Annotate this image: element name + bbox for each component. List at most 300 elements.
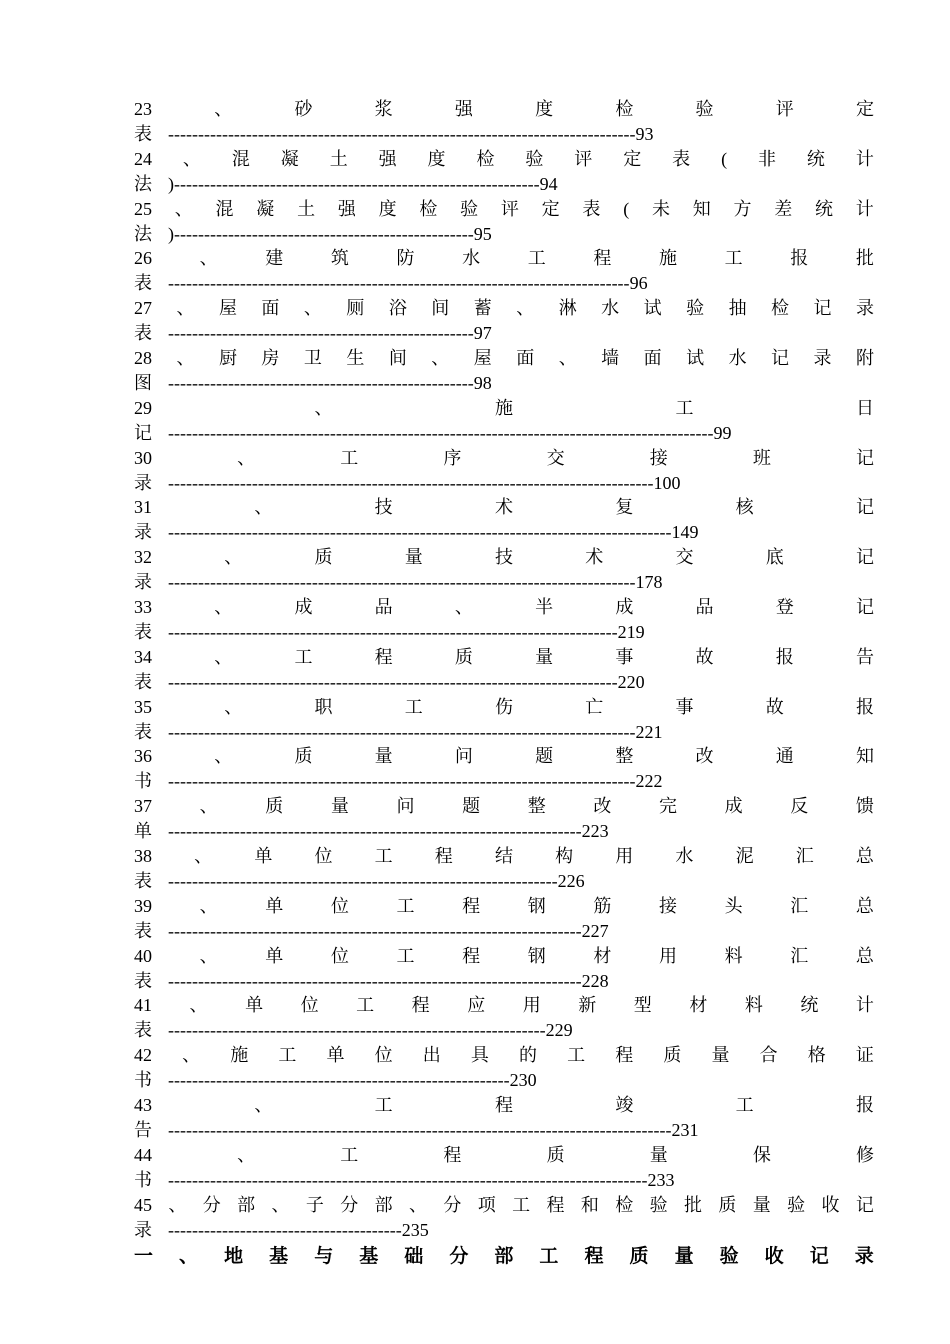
toc-entry: [134, 1143, 874, 1193]
toc-entry-char: 品: [695, 596, 714, 617]
toc-entry-char: 的: [519, 1045, 537, 1066]
toc-entry-char: 项: [477, 1194, 496, 1215]
toc-entry-char: 度: [535, 99, 554, 119]
toc-entry-char: 、: [516, 298, 535, 319]
toc-entry-char: 报: [775, 646, 794, 667]
toc-page-number: 235: [401, 1219, 429, 1240]
toc-entry-char: 厨: [218, 347, 237, 368]
toc-entry-last-char: 表: [134, 870, 152, 891]
toc-entry-char: 、: [237, 447, 256, 468]
toc-entry-char: 强: [337, 198, 356, 219]
toc-entry-char: 、: [214, 746, 233, 767]
heading-char: 记: [809, 1246, 829, 1268]
toc-entry-char: 统: [806, 148, 825, 169]
toc-entry-title-line: [134, 944, 874, 969]
toc-entry-number: 35: [134, 696, 152, 717]
toc-entry-char: 表: [582, 198, 601, 219]
toc-entry-title-line: [134, 1193, 874, 1218]
heading-char: 分: [449, 1246, 469, 1268]
toc-entry-leader-line: [134, 670, 874, 695]
toc-entry-char: 材: [593, 945, 612, 966]
toc-entry-char: 接: [649, 447, 668, 468]
toc-page-number: 223: [581, 821, 609, 842]
toc-entry: [134, 744, 874, 794]
toc-page-number: 227: [581, 920, 609, 941]
toc-entry-leader-line: [134, 620, 874, 645]
toc-entry-char: 屋: [473, 347, 492, 368]
toc-entry-char: 、: [199, 796, 218, 817]
toc-entry-char: 核: [735, 497, 754, 518]
toc-entry: [134, 645, 874, 695]
toc-entry-char: 质: [454, 646, 473, 667]
toc-entry-last-char: 表: [134, 273, 152, 294]
toc-page-number: 93: [635, 124, 654, 144]
toc-entry-char: 检: [615, 99, 634, 119]
toc-dot-leader: )-------------------------------------------------------------: [168, 173, 540, 194]
toc-entry-char: 收: [821, 1194, 840, 1215]
toc-entry-title-line: [134, 545, 874, 570]
toc-entry-char: 防: [396, 248, 415, 269]
toc-entry-number: 24: [134, 148, 152, 169]
toc-entry-char: 量: [711, 1045, 730, 1066]
toc-entry-char: 水: [601, 298, 620, 319]
toc-entry-title-line: [134, 993, 874, 1018]
toc-entry-leader-line: [134, 869, 874, 894]
toc-entry-leader-line: [134, 969, 874, 994]
toc-entry-char: 间: [431, 298, 450, 319]
toc-entry: [134, 794, 874, 844]
toc-dot-leader: ---------------------------------------------------------------------------: [168, 671, 618, 692]
toc-entry-char: 、: [431, 347, 450, 368]
toc-dot-leader: ---------------------------------------------------------------------: [168, 970, 582, 991]
toc-page-number: 219: [617, 621, 645, 642]
toc-entry-char: 评: [500, 198, 519, 219]
toc-dot-leader: ------------------------------------------------------------------------------: [168, 572, 636, 593]
toc-entry-last-char: 告: [134, 1119, 152, 1140]
toc-entry-char: 工: [724, 248, 743, 269]
heading-char: 基: [269, 1246, 289, 1268]
toc-entry-char: 亡: [585, 696, 604, 717]
toc-entry: [134, 1193, 874, 1243]
toc-entry-last-char: 表: [134, 920, 152, 941]
toc-entry-char: 报: [856, 696, 874, 717]
toc-entry-char: 凝: [256, 198, 275, 219]
heading-char: 收: [764, 1246, 784, 1268]
toc-entry-char: 量: [330, 796, 349, 817]
toc-entry-number: 43: [134, 1094, 152, 1115]
toc-entry-char: 位: [314, 845, 333, 866]
toc-entry-char: 非: [757, 148, 776, 169]
toc-entry-char: 构: [555, 845, 574, 866]
toc-page-number: 222: [635, 771, 663, 792]
toc-entry-char: 汇: [795, 845, 814, 866]
toc-entry-char: 水: [462, 248, 481, 269]
toc-entry-char: 出: [422, 1045, 441, 1066]
toc-entry-char: 、: [303, 298, 322, 319]
toc-entry-char: 接: [659, 895, 677, 916]
toc-entry-char: 竣: [615, 1094, 634, 1115]
heading-char: 部: [494, 1246, 514, 1268]
toc-entry-char: 附: [855, 347, 874, 368]
toc-entry-char: 总: [855, 945, 874, 966]
toc-entry-char: 施: [230, 1045, 249, 1066]
toc-entry-char: 位: [374, 1045, 393, 1066]
toc-entry-char: 面: [261, 298, 280, 319]
toc-entry-char: 汇: [790, 945, 809, 966]
toc-entry-char: 度: [427, 148, 446, 169]
toc-entry-char: 、: [176, 298, 195, 319]
toc-entry-title-line: [134, 794, 874, 819]
toc-entry-number: 29: [134, 397, 152, 418]
toc-entry-char: 职: [314, 696, 333, 717]
toc-entry-leader-line: [134, 222, 874, 247]
toc-entry-number: 44: [134, 1144, 152, 1165]
toc-entry-char: 术: [585, 547, 604, 568]
toc-entry-char: 工: [374, 1094, 393, 1115]
toc-entry-title-line: [134, 1043, 874, 1068]
toc-entry-number: 37: [134, 796, 152, 817]
toc-dot-leader: -----------------------------------------------------------------------------: [168, 273, 630, 294]
toc-entry-char: 登: [775, 596, 794, 617]
toc-dot-leader: ---------------------------------------------------------------------: [168, 920, 582, 941]
toc-entry-char: 厕: [346, 298, 365, 319]
toc-entry-char: 程: [411, 995, 430, 1016]
toc-entry-leader-line: [134, 271, 874, 296]
toc-entry-leader-line: [134, 1068, 874, 1093]
toc-page-number: 98: [473, 372, 492, 393]
toc-entry: [134, 595, 874, 645]
toc-page-number: 220: [617, 671, 645, 692]
toc-entry-char: 计: [855, 995, 874, 1016]
toc-entry-char: 、: [271, 1194, 290, 1215]
toc-entry-last-char: 录: [134, 1219, 152, 1240]
toc-entry-char: 记: [856, 547, 874, 568]
toc-entry: [134, 1093, 874, 1143]
toc-entry-last-char: 录: [134, 472, 152, 493]
toc-entry-char: 新: [578, 995, 597, 1016]
toc-entry-char: 汇: [790, 895, 809, 916]
toc-entry-char: 馈: [855, 796, 874, 817]
toc-entry-title-line: [134, 197, 874, 222]
toc-entry-char: 泥: [735, 845, 754, 866]
toc-entry-char: 录: [855, 298, 874, 319]
toc-entry-char: 应: [467, 995, 486, 1016]
toc-entry-char: 程: [615, 1045, 634, 1066]
toc-entry-char: 检: [615, 1194, 634, 1215]
toc-entry-char: 总: [855, 895, 874, 916]
toc-entry-char: 工: [278, 1045, 297, 1066]
toc-page-number: 97: [473, 323, 492, 344]
toc-entry-last-char: 表: [134, 1020, 152, 1041]
toc-entry-char: 成: [615, 596, 634, 617]
toc-entry-char: 、: [254, 1094, 273, 1115]
toc-entry-char: 钢: [527, 895, 546, 916]
toc-entry-leader-line: [134, 1218, 874, 1243]
toc-entry-char: 单: [265, 895, 284, 916]
toc-entry-char: 用: [659, 945, 677, 966]
toc-entry: [134, 545, 874, 595]
toc-entry-char: 验: [649, 1194, 668, 1215]
toc-entry-char: 整: [615, 746, 634, 767]
toc-entry-char: 质: [546, 1144, 565, 1165]
toc-page-number: 226: [557, 870, 585, 891]
toc-entry-char: 反: [790, 796, 809, 817]
toc-entry-leader-line: [134, 471, 874, 496]
toc-entry-last-char: 表: [134, 621, 152, 642]
toc-entry-char: 、: [409, 1194, 427, 1215]
toc-entry-char: 定: [541, 198, 560, 219]
toc-entry-title-line: [134, 695, 874, 720]
toc-entry-char: 工: [356, 995, 375, 1016]
toc-entry-char: 强: [378, 148, 397, 169]
toc-entry-leader-line: [134, 819, 874, 844]
toc-entry-leader-line: [134, 919, 874, 944]
toc-entry: [134, 246, 874, 296]
toc-entry-leader-line: [134, 570, 874, 595]
toc-entry-char: 品: [374, 596, 393, 617]
toc-entry-char: 质: [294, 746, 313, 767]
toc-entry-char: 程: [546, 1194, 565, 1215]
toc-entry-char: 水: [728, 347, 747, 368]
toc-page-number: 95: [473, 223, 492, 244]
toc-entry-char: 程: [462, 895, 481, 916]
toc-page-number: 100: [653, 472, 681, 493]
toc-entry-number: 40: [134, 945, 152, 966]
toc-entry-number: 32: [134, 547, 152, 568]
toc-entry-char: 统: [815, 198, 834, 219]
toc-entry-char: 施: [495, 397, 513, 418]
toc-entry-char: 土: [297, 198, 316, 219]
toc-entry-char: 工: [567, 1045, 586, 1066]
toc-dot-leader: ---------------------------------------: [168, 1219, 402, 1240]
toc-entry-leader-line: [134, 1118, 874, 1143]
toc-entry-char: 质: [718, 1194, 737, 1215]
toc-entry-char: 检: [419, 198, 438, 219]
toc-entry-char: 工: [340, 447, 359, 468]
heading-char: 工: [539, 1246, 559, 1268]
toc-entry-char: 单: [265, 945, 284, 966]
toc-entry-char: 、: [176, 347, 195, 368]
toc-entry-char: 程: [462, 945, 481, 966]
toc-entry-leader-line: [134, 371, 874, 396]
toc-entry-char: 质: [265, 796, 284, 817]
toc-entry-char: 成: [724, 796, 743, 817]
toc-entry-char: 屋: [218, 298, 237, 319]
toc-entry: [134, 147, 874, 197]
toc-entry-char: 记: [855, 1194, 874, 1215]
toc-entry-char: 班: [752, 447, 771, 468]
toc-entry-title-line: [134, 595, 874, 620]
toc-entry-char: 强: [454, 99, 473, 119]
toc-entry-char: 面: [643, 347, 662, 368]
section-heading: [134, 1242, 874, 1272]
toc-entry-char: 间: [388, 347, 407, 368]
toc-entry-char: 证: [855, 1045, 874, 1066]
toc-entry-char: 、: [224, 547, 243, 568]
toc-entry-leader-line: [134, 321, 874, 346]
toc-entry: [134, 396, 874, 446]
toc-entry-last-char: 图: [134, 372, 152, 393]
toc-entry-char: 工: [675, 397, 694, 418]
toc-entry-char: 头: [724, 895, 743, 916]
toc-entry-char: 质: [314, 547, 333, 568]
toc-entry-last-char: 录: [134, 522, 152, 543]
toc-dot-leader: ---------------------------------------------------------------: [168, 1020, 546, 1041]
toc-dot-leader: -----------------------------------------------------------------: [168, 870, 558, 891]
heading-char: 质: [629, 1246, 649, 1268]
toc-entry-char: 施: [659, 248, 677, 269]
toc-entry-title-line: [134, 396, 874, 421]
toc-entry-char: 砂: [294, 99, 313, 119]
toc-entry: [134, 695, 874, 745]
toc-dot-leader: ------------------------------------------------------------------------------: [168, 771, 636, 792]
toc-entry-title-line: [134, 894, 874, 919]
toc-entry-char: 凝: [280, 148, 299, 169]
toc-entry-char: 定: [623, 148, 642, 169]
table-of-contents: [134, 97, 874, 1272]
toc-page-number: 99: [713, 422, 732, 443]
toc-entry: [134, 495, 874, 545]
toc-entry-char: 单: [245, 995, 264, 1016]
toc-entry-char: 知: [855, 746, 874, 767]
toc-entry-last-char: 表: [134, 323, 152, 344]
toc-entry-char: 、: [558, 347, 577, 368]
toc-entry-leader-line: [134, 1018, 874, 1043]
toc-entry-char: 改: [593, 796, 612, 817]
toc-entry-title-line: [134, 246, 874, 271]
toc-page-number: 178: [635, 572, 663, 593]
toc-entry-title-line: [134, 844, 874, 869]
toc-page-number: 230: [509, 1070, 537, 1091]
toc-entry-char: 故: [695, 646, 714, 667]
toc-entry-char: 混: [231, 148, 250, 169]
toc-entry-char: 、: [174, 198, 193, 219]
toc-entry-char: 知: [692, 198, 711, 219]
toc-entry-char: 、: [199, 895, 218, 916]
toc-entry-char: 记: [771, 347, 790, 368]
toc-entry-char: 记: [813, 298, 832, 319]
toc-entry-title-line: [134, 1143, 874, 1168]
toc-entry-char: 题: [535, 746, 554, 767]
toc-entry-char: (: [721, 148, 728, 169]
toc-entry-char: 蓄: [473, 298, 492, 319]
toc-entry-number: 23: [134, 99, 152, 119]
toc-entry-char: 型: [633, 995, 652, 1016]
toc-entry-char: 具: [470, 1045, 489, 1066]
toc-entry-char: 评: [574, 148, 593, 169]
toc-page-number: 228: [581, 970, 609, 991]
heading-char: 地: [224, 1246, 244, 1268]
toc-entry-char: 量: [649, 1144, 668, 1165]
toc-entry-char: 位: [330, 895, 349, 916]
toc-entry: [134, 844, 874, 894]
toc-entry-char: 、: [237, 1144, 256, 1165]
toc-entry-char: 分: [202, 1194, 221, 1215]
toc-entry-char: 部: [374, 1194, 393, 1215]
toc-entry-char: 建: [265, 248, 284, 269]
toc-entry-char: 日: [856, 397, 874, 418]
toc-entry-char: 交: [675, 547, 694, 568]
toc-entry-char: 卫: [303, 347, 322, 368]
toc-entry-char: 完: [659, 796, 677, 817]
toc-entry-title-line: [134, 346, 874, 371]
toc-entry-char: 术: [494, 497, 513, 518]
toc-entry-char: 事: [615, 646, 634, 667]
toc-page-number: 149: [671, 522, 699, 543]
toc-entry-char: 复: [615, 497, 634, 518]
toc-entry-last-char: 法: [134, 173, 152, 194]
toc-entry-char: 、: [224, 696, 243, 717]
toc-entry-last-char: 录: [134, 572, 152, 593]
toc-entry-char: 修: [855, 1144, 874, 1165]
toc-entry-title-line: [134, 296, 874, 321]
toc-entry-char: 、: [189, 995, 208, 1016]
toc-entry-char: 质: [663, 1045, 682, 1066]
toc-entry-last-char: 法: [134, 223, 152, 244]
toc-entry-char: 半: [535, 596, 554, 617]
heading-char: 录: [854, 1246, 874, 1268]
toc-entry-char: 、: [182, 1045, 201, 1066]
toc-entry-char: 结: [494, 845, 513, 866]
toc-dot-leader: ---------------------------------------------------: [168, 372, 474, 393]
toc-entry-char: 试: [686, 347, 705, 368]
toc-entry-char: 房: [261, 347, 280, 368]
toc-entry-number: 30: [134, 447, 152, 468]
toc-entry-char: 记: [855, 497, 874, 518]
toc-entry-char: 统: [800, 995, 819, 1016]
toc-entry-char: 交: [546, 447, 565, 468]
toc-entry-last-char: 书: [134, 771, 152, 792]
toc-entry-char: 生: [346, 347, 365, 368]
toc-dot-leader: ------------------------------------------------------------------------------: [168, 124, 636, 144]
toc-entry-char: 土: [329, 148, 348, 169]
toc-entry-char: 位: [300, 995, 319, 1016]
toc-dot-leader: ------------------------------------------------------------------------------------: [168, 522, 672, 543]
toc-entry-char: 位: [330, 945, 349, 966]
toc-entry-char: 水: [675, 845, 694, 866]
toc-entry-leader-line: [134, 1168, 874, 1193]
toc-entry-char: 验: [460, 198, 479, 219]
toc-entry: [134, 944, 874, 994]
toc-entry-char: 程: [593, 248, 612, 269]
toc-entry-char: 浆: [374, 99, 393, 119]
toc-entry-char: 混: [215, 198, 234, 219]
toc-entry: [134, 296, 874, 346]
toc-entry-number: 39: [134, 895, 152, 916]
toc-entry-char: 通: [775, 746, 794, 767]
toc-entry-leader-line: [134, 421, 874, 446]
toc-entry-char: 批: [684, 1194, 702, 1215]
toc-entry-char: 钢: [527, 945, 546, 966]
toc-entry-char: 、: [182, 148, 201, 169]
toc-entry-char: 工: [527, 248, 546, 269]
heading-char: 、: [179, 1246, 199, 1268]
toc-entry-number: 45: [134, 1194, 152, 1215]
toc-entry-leader-line: [134, 520, 874, 545]
heading-char: 量: [674, 1246, 694, 1268]
toc-dot-leader: )--------------------------------------------------: [168, 223, 474, 244]
toc-entry-char: 程: [434, 845, 453, 866]
toc-entry-char: 评: [775, 99, 794, 119]
toc-entry-char: 故: [765, 696, 784, 717]
toc-entry-char: 表: [672, 148, 691, 169]
toc-dot-leader: ---------------------------------------------------: [168, 323, 474, 344]
toc-entry-char: 、: [214, 596, 233, 617]
toc-entry-char: 整: [527, 796, 546, 817]
toc-entry-char: 方: [733, 198, 752, 219]
toc-entry-char: 程: [374, 646, 393, 667]
toc-entry-char: 量: [535, 646, 554, 667]
